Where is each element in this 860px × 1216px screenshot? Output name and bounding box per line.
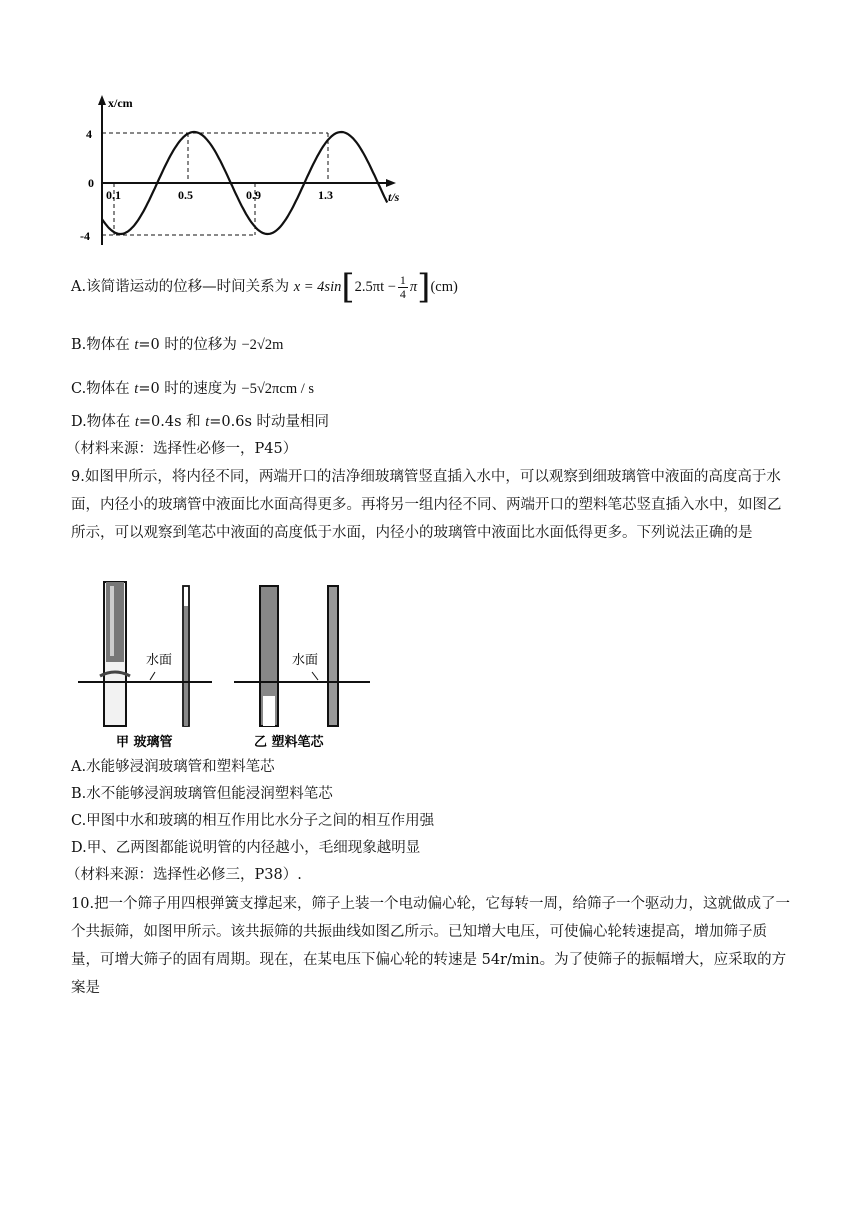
y-axis-label: x/cm [108, 96, 133, 110]
q9-source: （材料来源：选择性必修三，P38）. [66, 867, 302, 883]
caption-left: 甲 玻璃管 [116, 735, 173, 750]
fraction-numerator: 1 [399, 272, 406, 287]
x-tick-0.5: 0.5 [178, 188, 193, 202]
displacement-time-graph [72, 95, 412, 255]
x-tick-0.1: 0.1 [106, 188, 121, 202]
pi-symbol: π [409, 279, 418, 295]
fraction-denominator: 4 [399, 286, 406, 301]
q9-option-a: A.水能够浸润玻璃管和塑料笔芯 [71, 759, 275, 775]
plastic-refill-figure [234, 586, 370, 750]
var-t: t [134, 381, 139, 397]
var-t: t [134, 414, 139, 430]
x-tick-1.3: 1.3 [318, 188, 333, 202]
water-label-left: 水面 [146, 653, 173, 668]
wide-tube-liquid [106, 582, 124, 662]
glass-tube-figure [78, 582, 212, 750]
x-axis-label: t/s [388, 190, 400, 204]
var-t: t [134, 337, 139, 353]
q8-option-b-value: −2√2m [241, 337, 284, 353]
x-tick-0.9: 0.9 [246, 188, 261, 202]
q8-option-c [71, 375, 792, 403]
unit: (cm) [430, 279, 458, 295]
thin-plastic-refill [328, 586, 338, 726]
y-tick-neg4: -4 [80, 229, 90, 243]
q8-option-b-mid: =0 时的位移为 [138, 337, 237, 353]
var-t: t [205, 414, 210, 430]
q10-stem: 10.把一个筛子用四根弹簧支撑起来，筛子上装一个电动偏心轮，它每转一周，给筛子一个驱动力，这就做成了一个共振筛，如图甲所示。该共振筛的共振曲线如图乙所示。已知增大电压，可使偏心轮转速提高，增加筛子质量，可增大筛子的固有周期。现在，在某电压下偏心轮的转速是 54r/min。为了使筛子的振幅增大，应采取的方案是 [71, 896, 791, 996]
q8-option-b-text: B.物体在 [71, 337, 130, 353]
q8-option-a-eq: x = 4sin [293, 279, 342, 295]
label-pointer [150, 672, 155, 680]
fraction [398, 274, 408, 301]
q8-option-c-text: C.物体在 [71, 381, 130, 397]
water-label-right: 水面 [292, 653, 319, 668]
q8-option-c-value: −5√2πcm / s [241, 381, 315, 397]
q8-option-d [71, 408, 792, 436]
q8-option-a [71, 267, 792, 307]
y-tick-0: 0 [88, 176, 94, 190]
left-bracket: [ [341, 267, 355, 307]
q8-option-a-text: A.该简谐运动的位移—时间关系为 [71, 279, 290, 295]
caption-right: 乙 塑料笔芯 [254, 735, 324, 750]
q8-option-a-inner: 2.5πt − [354, 279, 396, 295]
x-axis-arrow [386, 179, 396, 187]
y-axis-arrow [98, 95, 106, 105]
q8-option-d-mid1: =0.4s 和 [138, 414, 201, 430]
capillary-figure [72, 576, 382, 752]
y-tick-4: 4 [86, 127, 92, 141]
thin-tube-liquid [184, 606, 188, 726]
q8-option-d-text: D.物体在 [71, 414, 131, 430]
q9-stem: 9.如图甲所示，将内径不同，两端开口的洁净细玻璃管竖直插入水中，可以观察到细玻璃管中液面的高度高于水面，内径小的玻璃管中液面比水面高得更多。再将另一组内径不同、两端开口的塑料笔芯竖直插入水中，如图乙所示，可以观察到笔芯中液面的高度低于水面，内径小的玻璃管中液面比水面低得更多。下列说法正确的是 [71, 469, 782, 541]
refill-low-liquid [263, 696, 275, 726]
q9-option-d: D.甲、乙两图都能说明管的内径越小，毛细现象越明显 [71, 840, 421, 856]
right-bracket: ] [417, 267, 431, 307]
q9-option-c: C.甲图中水和玻璃的相互作用比水分子之间的相互作用强 [71, 813, 435, 829]
q9-option-b: B.水不能够浸润玻璃管但能浸润塑料笔芯 [71, 786, 333, 802]
q8-option-c-mid: =0 时的速度为 [138, 381, 237, 397]
q8-source: （材料来源：选择性必修一，P45） [66, 441, 298, 457]
tube-highlight [110, 586, 114, 656]
label-pointer [312, 672, 318, 680]
q8-option-b [71, 331, 792, 359]
q8-option-d-mid2: =0.6s 时动量相同 [209, 414, 330, 430]
